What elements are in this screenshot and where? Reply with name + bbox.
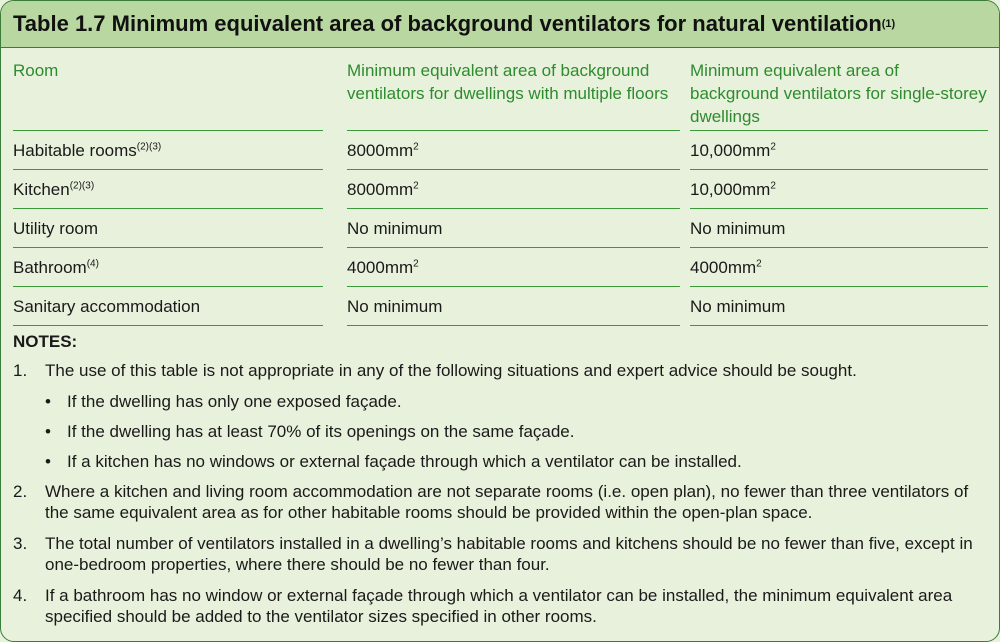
value-text: No minimum: [690, 219, 786, 238]
table-row: [13, 131, 993, 170]
notes-heading: NOTES:: [13, 332, 78, 351]
bullet-text: If a kitchen has no windows or external façade through which a ventilator can be installed.: [67, 452, 742, 471]
note-number: 4.: [13, 586, 28, 605]
header-multiple-floors: Minimum equivalent area of background ventilators for dwellings with multiple floors: [347, 59, 680, 131]
value-text: No minimum: [347, 297, 443, 316]
single-storey-value: [690, 287, 988, 326]
room-note-ref: (2)(3): [69, 180, 95, 192]
multi-floor-value: [347, 248, 680, 287]
bullet-dot: •: [45, 422, 51, 441]
multi-floor-value: [347, 170, 680, 209]
note-text: If a bathroom has no window or external façade through which a ventilator can be installed, the minimum equivalent area specified should be added to the ventilator sizes specified in other rooms.: [45, 586, 953, 626]
table-row: [13, 287, 993, 326]
bullet-text: If the dwelling has at least 70% of its openings on the same façade.: [67, 422, 575, 441]
room-note-ref: (2)(3): [136, 141, 162, 153]
value-text: 8000mm: [347, 141, 414, 160]
unit-superscript: 2: [770, 180, 776, 192]
room-label: Kitchen: [13, 180, 70, 199]
single-storey-value: [690, 209, 988, 248]
room-cell: [13, 131, 323, 170]
table-title-text: Table 1.7 Minimum equivalent area of background ventilators for natural ventilation: [13, 11, 882, 36]
note-text: The use of this table is not appropriate in any of the following situations and expert advice should be sought.: [45, 361, 857, 380]
value-text: No minimum: [690, 297, 786, 316]
ventilator-table: [13, 59, 993, 326]
multi-floor-value: [347, 131, 680, 170]
value-text: 4000mm: [347, 258, 414, 277]
note-bullet: [45, 391, 988, 412]
table-row: [13, 170, 993, 209]
note-item: [13, 360, 988, 381]
bullet-text: If the dwelling has only one exposed façade.: [67, 392, 402, 411]
unit-superscript: 2: [770, 141, 776, 153]
note-bullet: [45, 451, 988, 472]
note-item: [13, 481, 988, 523]
value-text: 10,000mm: [690, 180, 771, 199]
note-number: 1.: [13, 361, 28, 380]
room-label: Bathroom: [13, 258, 87, 277]
note-item: [13, 533, 988, 575]
multi-floor-value: [347, 287, 680, 326]
room-note-ref: (4): [86, 258, 99, 270]
multi-floor-value: [347, 209, 680, 248]
table-title: Table 1.7 Minimum equivalent area of background ventilators for natural ventilation (1): [1, 1, 999, 48]
unit-superscript: 2: [413, 258, 419, 270]
note-item: [13, 585, 988, 627]
single-storey-value: [690, 131, 988, 170]
note-number: 2.: [13, 482, 28, 501]
room-cell: [13, 170, 323, 209]
room-label: Sanitary accommodation: [13, 297, 201, 316]
table-row: [13, 248, 993, 287]
unit-superscript: 2: [413, 180, 419, 192]
room-label: Habitable rooms: [13, 141, 137, 160]
note-number: 3.: [13, 534, 28, 553]
value-text: 4000mm: [690, 258, 757, 277]
header-room: Room: [13, 59, 323, 131]
room-cell: [13, 209, 323, 248]
note-text: The total number of ventilators installed in a dwelling’s habitable rooms and kitchens should be no fewer than five, except in one-bedroom properties, where there should be no fewer than four.: [45, 534, 973, 574]
table-header-row: [13, 59, 993, 131]
note-text: Where a kitchen and living room accommodation are not separate rooms (i.e. open plan), no fewer than three ventilators of the same equivalent area as for other habitable rooms should be provided within the open-plan space.: [45, 482, 969, 522]
unit-superscript: 2: [413, 141, 419, 153]
bullet-dot: •: [45, 452, 51, 471]
single-storey-value: [690, 248, 988, 287]
room-cell: [13, 287, 323, 326]
table-row: [13, 209, 993, 248]
room-label: Utility room: [13, 219, 99, 238]
value-text: 10,000mm: [690, 141, 771, 160]
room-cell: [13, 248, 323, 287]
value-text: 8000mm: [347, 180, 414, 199]
notes-section: [13, 331, 988, 637]
note-bullet: [45, 421, 988, 442]
single-storey-value: [690, 170, 988, 209]
value-text: No minimum: [347, 219, 443, 238]
unit-superscript: 2: [756, 258, 762, 270]
header-single-storey: Minimum equivalent area of background ventilators for single-storey dwellings: [690, 59, 988, 131]
bullet-dot: •: [45, 392, 51, 411]
